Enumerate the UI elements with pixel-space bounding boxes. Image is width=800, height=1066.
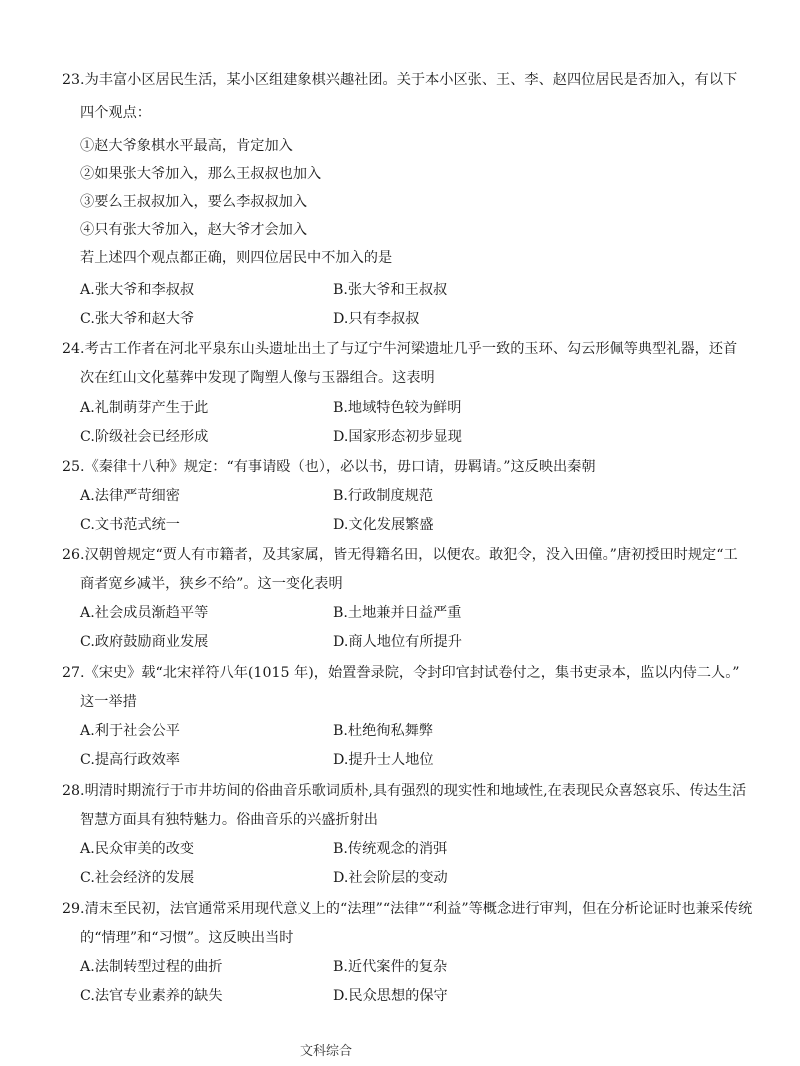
question-stem-continuation: 的“情理”和“习惯”。这反映出当时	[80, 930, 294, 946]
option-d[interactable]: D.文化发展繁盛	[333, 517, 434, 533]
option-d[interactable]: D.民众思想的保守	[333, 988, 448, 1004]
option-d[interactable]: D.社会阶层的变动	[333, 870, 448, 886]
option-b[interactable]: B.传统观念的消弭	[333, 841, 448, 857]
option-d[interactable]: D.商人地位有所提升	[333, 634, 462, 650]
question-stem-continuation: 四个观点：	[80, 105, 151, 121]
option-d[interactable]: D.国家形态初步显现	[333, 429, 462, 445]
option-c[interactable]: C.政府鼓励商业发展	[80, 634, 209, 650]
option-a[interactable]: A.礼制萌芽产生于此	[80, 400, 209, 416]
option-c[interactable]: C.社会经济的发展	[80, 870, 195, 886]
option-a[interactable]: A.民众审美的改变	[80, 841, 195, 857]
question-stem-continuation: 智慧方面具有独特魅力。俗曲音乐的兴盛折射出	[80, 812, 378, 828]
option-b[interactable]: B.杜绝徇私舞弊	[333, 723, 434, 739]
question-prompt: 若上述四个观点都正确，则四位居民中不加入的是	[80, 250, 393, 266]
question-stem: 27.《宋史》载“北宋祥符八年(1015 年)，始置誊录院，令封印官封试卷付之，集书吏录本，监以内侍二人。”	[62, 665, 740, 681]
question-stem: 26.汉朝曾规定“贾人有市籍者，及其家属，皆无得籍名田，以便农。敢犯令，没入田僮。”唐初授田时规定“工	[62, 547, 738, 563]
option-d[interactable]: D.只有李叔叔	[333, 311, 420, 327]
option-c[interactable]: C.阶级社会已经形成	[80, 429, 209, 445]
question-stem: 23.为丰富小区居民生活，某小区组建象棋兴趣社团。关于本小区张、王、李、赵四位居民是否加入，有以下	[62, 72, 738, 88]
statement: ①赵大爷象棋水平最高，肯定加入	[80, 138, 293, 154]
option-b[interactable]: B.张大爷和王叔叔	[333, 282, 448, 298]
question-stem: 24.考古工作者在河北平泉东山头遗址出土了与辽宁牛河梁遗址几乎一致的玉环、勾云形佩等典型礼器，还首	[62, 341, 738, 357]
option-a[interactable]: A.社会成员渐趋平等	[80, 605, 209, 621]
question-stem-continuation: 这一举措	[80, 694, 137, 710]
option-d[interactable]: D.提升士人地位	[333, 752, 434, 768]
statement: ③要么王叔叔加入，要么李叔叔加入	[80, 194, 308, 210]
option-b[interactable]: B.地域特色较为鲜明	[333, 400, 462, 416]
option-c[interactable]: C.法官专业素养的缺失	[80, 988, 223, 1004]
question-stem: 25.《秦律十八种》规定：“有事请殴（也），必以书，毋口请，毋羁请。”这反映出秦朝	[62, 459, 596, 475]
option-c[interactable]: C.张大爷和赵大爷	[80, 311, 195, 327]
page-footer: 文科综合	[300, 1044, 353, 1059]
option-a[interactable]: A.利于社会公平	[80, 723, 180, 739]
question-stem-continuation: 次在红山文化墓葬中发现了陶塑人像与玉器组合。这表明	[80, 370, 435, 386]
option-a[interactable]: A.法制转型过程的曲折	[80, 959, 223, 975]
question-stem-continuation: 商者宽乡减半，狭乡不给”。这一变化表明	[80, 576, 343, 592]
option-b[interactable]: B.土地兼并日益严重	[333, 605, 462, 621]
statement: ②如果张大爷加入，那么王叔叔也加入	[80, 166, 322, 182]
option-b[interactable]: B.行政制度规范	[333, 488, 434, 504]
option-a[interactable]: A.法律严苛细密	[80, 488, 180, 504]
option-b[interactable]: B.近代案件的复杂	[333, 959, 448, 975]
option-c[interactable]: C.提高行政效率	[80, 752, 180, 768]
option-a[interactable]: A.张大爷和李叔叔	[80, 282, 195, 298]
question-stem: 29.清末至民初，法官通常采用现代意义上的“法理”“法律”“利益”等概念进行审判，但在分析论证时也兼采传统	[62, 901, 753, 917]
statement: ④只有张大爷加入，赵大爷才会加入	[80, 222, 308, 238]
option-c[interactable]: C.文书范式统一	[80, 517, 180, 533]
question-stem: 28.明清时期流行于市井坊间的俗曲音乐歌词质朴,具有强烈的现实性和地域性,在表现民众喜怒哀乐、传达生活	[62, 783, 747, 799]
